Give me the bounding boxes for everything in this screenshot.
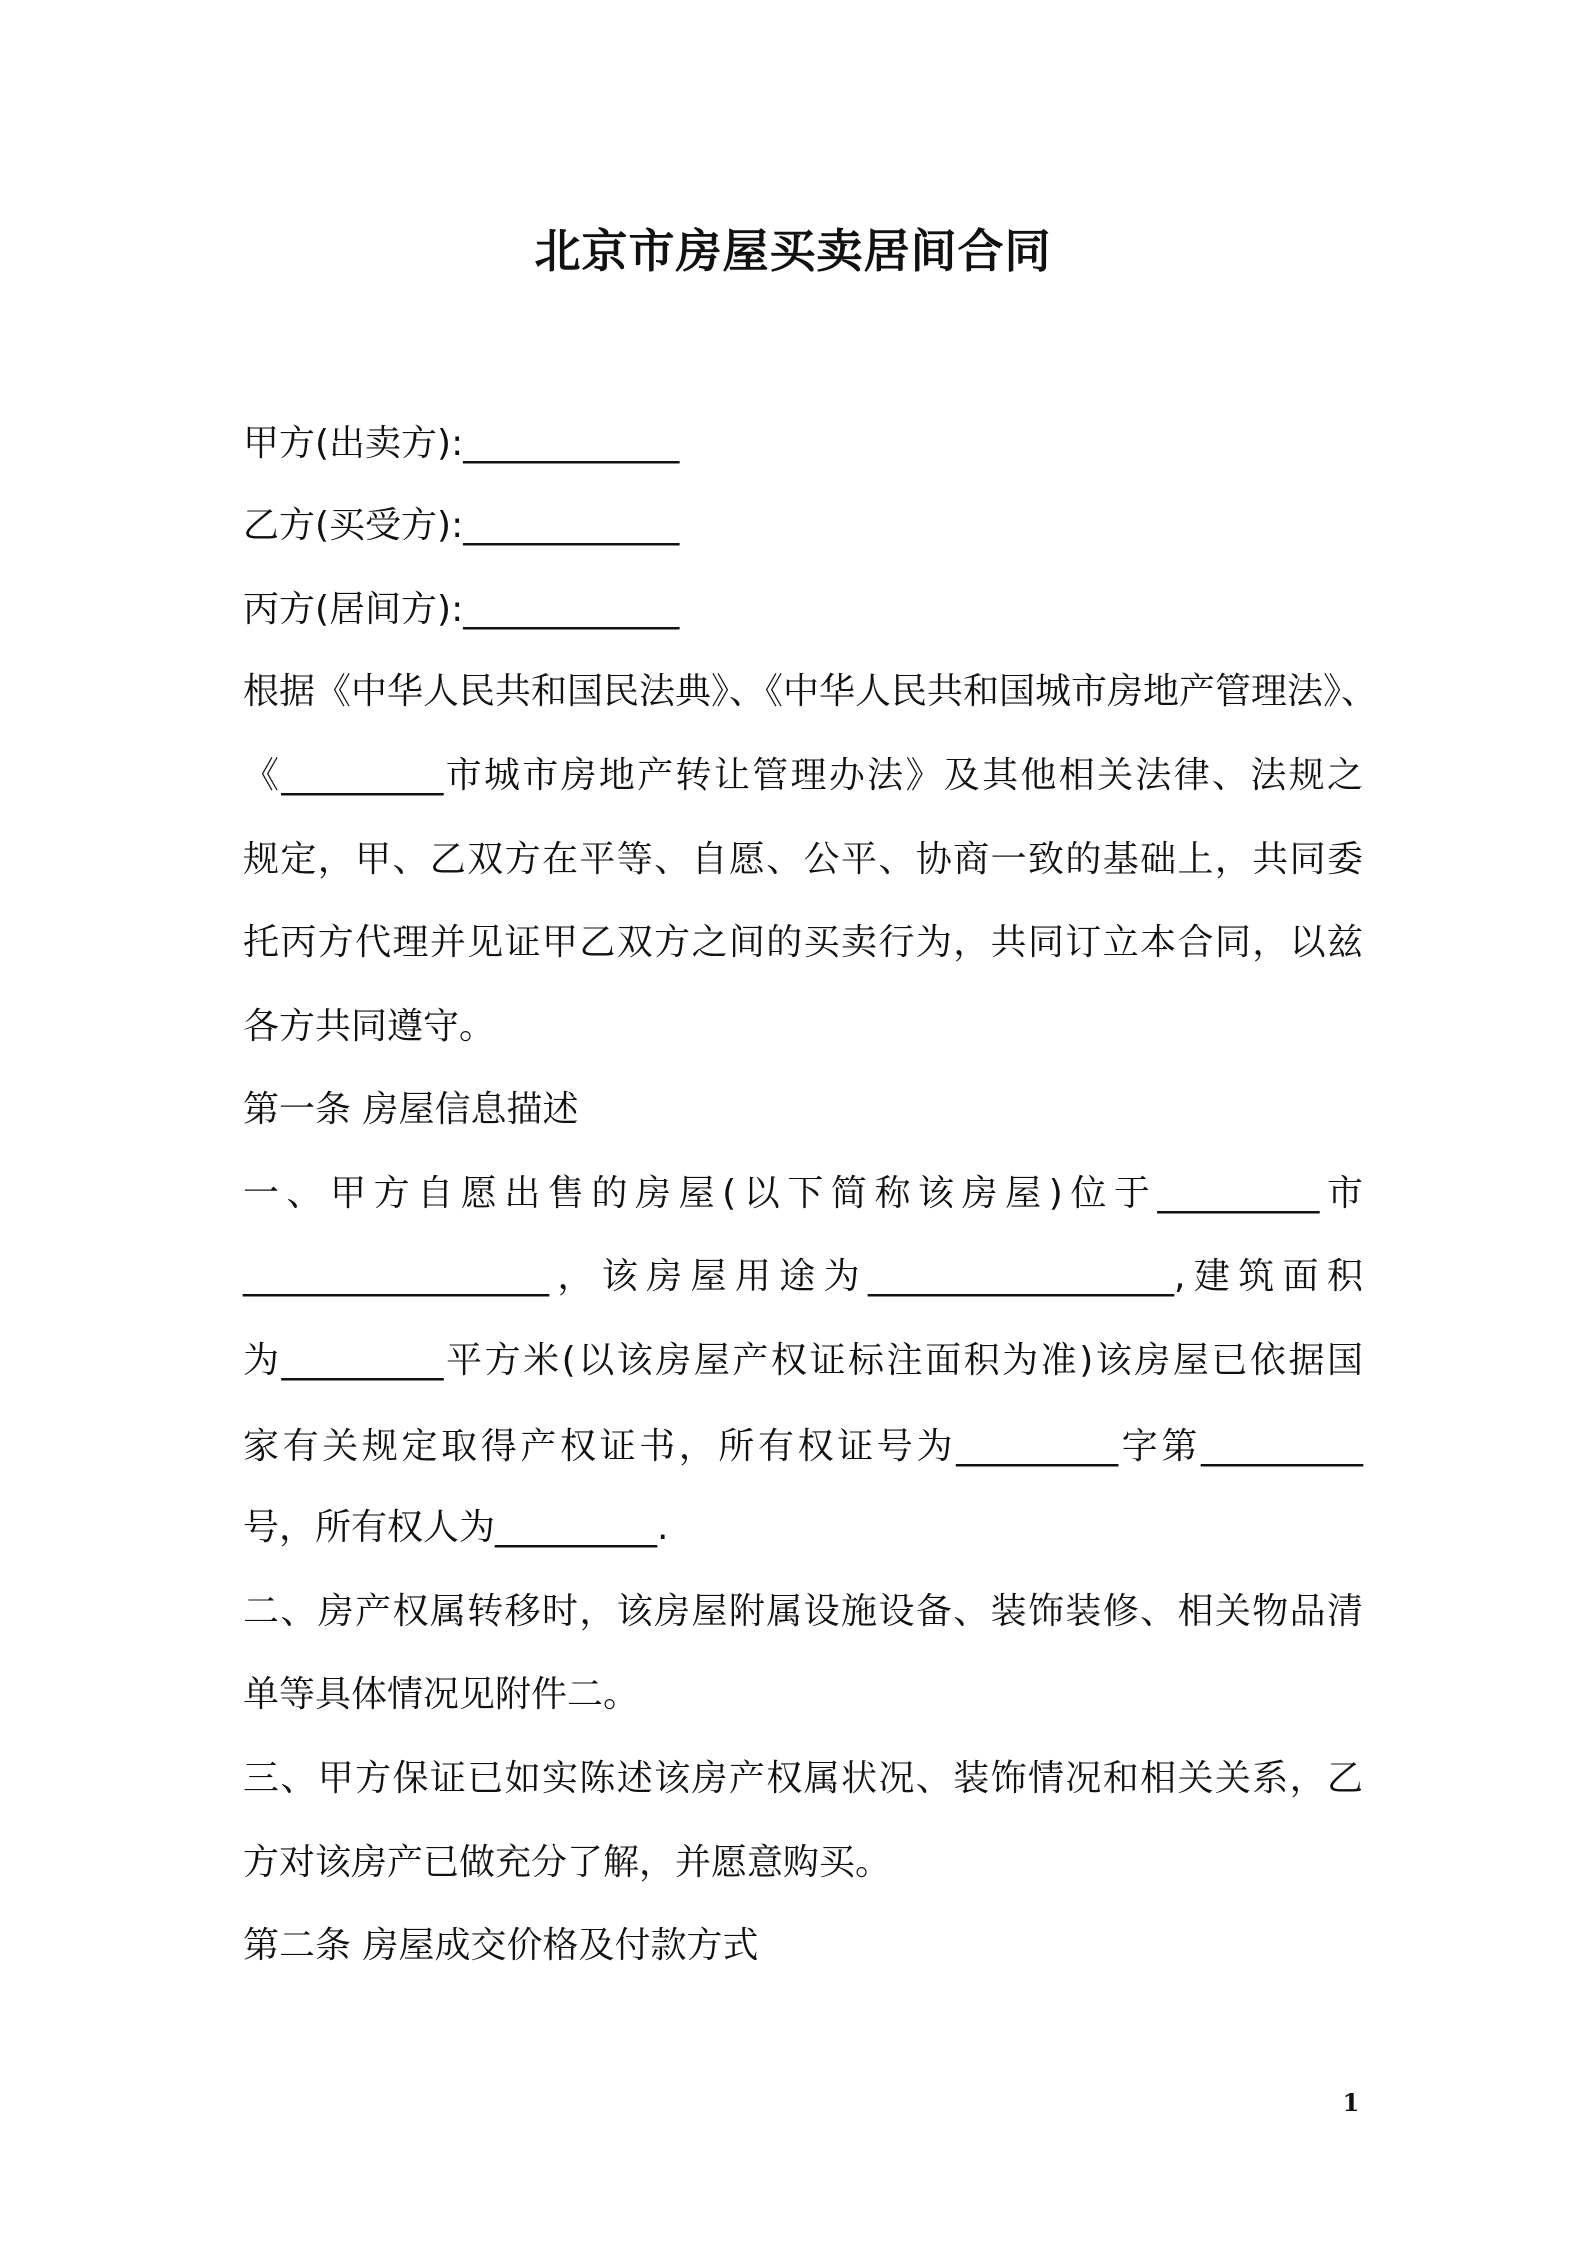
preamble-line: 《_________市城市房地产转让管理办法》及其他相关法律、法规之 bbox=[243, 755, 1363, 796]
article-1-item-3-line: 方对该房产已做充分了解，并愿意购买。 bbox=[243, 1842, 892, 1883]
article-1-heading: 第一条 房屋信息描述 bbox=[243, 1089, 579, 1130]
article-1-item-1-line: 号，所有权人为_________. bbox=[243, 1507, 669, 1548]
preamble-line: 各方共同遵守。 bbox=[243, 1006, 496, 1047]
article-1-item-1-line: 家有关规定取得产权证书，所有权证号为_________字第_________ bbox=[243, 1426, 1363, 1467]
party-b-line: 乙方(买受方):____________ bbox=[243, 505, 680, 546]
article-2-heading: 第二条 房屋成交价格及付款方式 bbox=[243, 1925, 759, 1966]
article-1-item-1-line: _________________，该房屋用途为_________________,建筑面积 bbox=[243, 1256, 1363, 1297]
party-a-line: 甲方(出卖方):____________ bbox=[243, 423, 680, 464]
preamble-line: 根据《中华人民共和国民法典》、《中华人民共和国城市房地产管理法》、 bbox=[243, 671, 1378, 712]
article-1-item-2-line: 单等具体情况见附件二。 bbox=[243, 1674, 640, 1715]
article-1-item-1-line: 一、甲方自愿出售的房屋(以下简称该房屋)位于_________市 bbox=[243, 1173, 1363, 1214]
party-c-line: 丙方(居间方):____________ bbox=[243, 589, 680, 630]
preamble-line: 规定，甲、乙双方在平等、自愿、公平、协商一致的基础上，共同委 bbox=[243, 839, 1363, 880]
document-title: 北京市房屋买卖居间合同 bbox=[534, 224, 1052, 278]
page-number: 1 bbox=[1342, 2088, 1360, 2117]
article-1-item-1-line: 为_________平方米(以该房屋产权证标注面积为准)该房屋已依据国 bbox=[243, 1340, 1363, 1381]
article-1-item-3-line: 三、甲方保证已如实陈述该房产权属状况、装饰情况和相关关系，乙 bbox=[243, 1758, 1363, 1799]
preamble-line: 托丙方代理并见证甲乙双方之间的买卖行为，共同订立本合同，以兹 bbox=[243, 922, 1363, 963]
article-1-item-2-line: 二、房产权属转移时，该房屋附属设施设备、装饰装修、相关物品清 bbox=[243, 1591, 1363, 1632]
